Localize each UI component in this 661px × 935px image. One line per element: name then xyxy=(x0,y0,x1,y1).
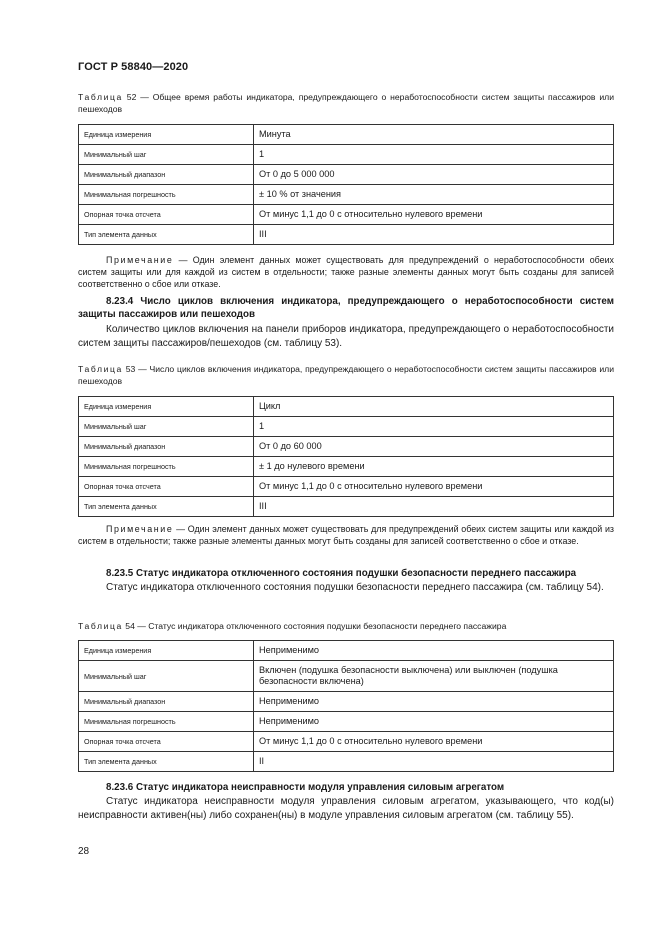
heading-text: 8.23.5 Статус индикатора отключенного состояния подушки безопасности переднего пассажира xyxy=(106,568,577,579)
row-label: Минимальный диапазон xyxy=(79,165,254,185)
table-caption-text: 52 — Общее время работы индикатора, предупреждающего о неработоспособности систем защиты пассажиров или пешеходов xyxy=(78,92,614,114)
section-8-23-5-text xyxy=(78,581,614,595)
row-label: Тип элемента данных xyxy=(79,225,254,245)
section-8-23-6-heading xyxy=(78,782,614,795)
heading-text: 8.23.6 Статус индикатора неисправности модуля управления силовым агрегатом xyxy=(106,782,505,793)
section-8-23-4-text xyxy=(78,323,614,350)
paragraph-text: Количество циклов включения на панели приборов индикатора, предупреждающего о неработоспособности систем защиты пассажиров/пешеходов (см. таблицу 53). xyxy=(78,324,614,349)
table-row xyxy=(79,477,614,497)
table-52-note xyxy=(78,254,614,291)
table-label: Таблица xyxy=(78,621,123,631)
table-row xyxy=(79,752,614,772)
table-52 xyxy=(78,124,614,245)
table-row xyxy=(79,205,614,225)
document-header: ГОСТ Р 58840—2020 xyxy=(78,61,189,73)
row-value: От 0 до 60 000 xyxy=(254,437,614,457)
table-label: Таблица xyxy=(78,364,123,374)
table-row xyxy=(79,641,614,661)
note-text: — Один элемент данных может существовать для предупреждений о неработоспособности обеих систем защиты или для каждой из систем в отдельности; также разные элементы данных могут быть созданы для записей соответственно о сбое или отказе. xyxy=(78,255,614,290)
table-row xyxy=(79,437,614,457)
section-8-23-6-text xyxy=(78,795,614,822)
row-value: III xyxy=(254,497,614,517)
row-value: От 0 до 5 000 000 xyxy=(254,165,614,185)
row-label: Опорная точка отсчета xyxy=(79,205,254,225)
row-label: Минимальная погрешность xyxy=(79,185,254,205)
table-row xyxy=(79,457,614,477)
row-value: ± 10 % от значения xyxy=(254,185,614,205)
row-value: От минус 1,1 до 0 с относительно нулевого времени xyxy=(254,477,614,497)
row-value: Цикл xyxy=(254,397,614,417)
row-value: 1 xyxy=(254,417,614,437)
table-54-caption xyxy=(78,621,614,633)
row-label: Единица измерения xyxy=(79,125,254,145)
row-value: II xyxy=(254,752,614,772)
table-row xyxy=(79,712,614,732)
row-label: Минимальный шаг xyxy=(79,145,254,165)
heading-text: 8.23.4 Число циклов включения индикатора, предупреждающего о неработоспособности систем защиты пассажиров или пешеходов xyxy=(78,296,614,320)
section-8-23-5-heading xyxy=(78,568,614,581)
row-value: От минус 1,1 до 0 с относительно нулевого времени xyxy=(254,205,614,225)
table-row xyxy=(79,225,614,245)
row-label: Минимальный диапазон xyxy=(79,692,254,712)
table-row xyxy=(79,661,614,692)
row-value: ± 1 до нулевого времени xyxy=(254,457,614,477)
row-value: III xyxy=(254,225,614,245)
section-8-23-4-heading xyxy=(78,296,614,322)
note-label: Примечание xyxy=(106,524,174,534)
row-label: Тип элемента данных xyxy=(79,752,254,772)
table-53-note xyxy=(78,523,614,547)
table-53 xyxy=(78,396,614,517)
table-52-caption xyxy=(78,92,614,115)
table-row xyxy=(79,125,614,145)
row-label: Минимальный диапазон xyxy=(79,437,254,457)
row-label: Тип элемента данных xyxy=(79,497,254,517)
table-row xyxy=(79,145,614,165)
row-value: Неприменимо xyxy=(254,692,614,712)
note-text: — Один элемент данных может существовать для предупреждений обеих систем защиты или каждой из систем в отдельности; также разные элементы данных могут быть созданы для записей соответственно о сбое и отказе. xyxy=(78,524,614,547)
row-label: Минимальный шаг xyxy=(79,417,254,437)
table-caption-text: 54 — Статус индикатора отключенного состояния подушки безопасности переднего пассажира xyxy=(122,621,507,631)
row-label: Минимальная погрешность xyxy=(79,457,254,477)
table-row xyxy=(79,417,614,437)
row-label: Минимальный шаг xyxy=(79,661,254,692)
row-label: Минимальная погрешность xyxy=(79,712,254,732)
table-53-caption xyxy=(78,364,614,387)
table-row xyxy=(79,165,614,185)
table-row xyxy=(79,732,614,752)
row-value: Неприменимо xyxy=(254,641,614,661)
table-row xyxy=(79,497,614,517)
row-value: Минута xyxy=(254,125,614,145)
table-caption-text: 53 — Число циклов включения индикатора, предупреждающего о неработоспособности систем защиты пассажиров или пешеходов xyxy=(78,364,614,386)
table-row xyxy=(79,397,614,417)
paragraph-text: Статус индикатора неисправности модуля управления силовым агрегатом, указывающего, что код(ы) неисправности активен(ны) либо сохранен(ны) в модуле управления силовым агрегатом (см. таблицу 55). xyxy=(78,796,614,821)
row-value: 1 xyxy=(254,145,614,165)
row-label: Единица измерения xyxy=(79,641,254,661)
row-value: Неприменимо xyxy=(254,712,614,732)
table-label: Таблица xyxy=(78,92,123,102)
page-number: 28 xyxy=(78,846,90,857)
row-value: Включен (подушка безопасности выключена) или выключен (подушка безопасности включена) xyxy=(254,661,614,692)
table-row xyxy=(79,692,614,712)
row-label: Опорная точка отсчета xyxy=(79,477,254,497)
row-label: Опорная точка отсчета xyxy=(79,732,254,752)
row-value: От минус 1,1 до 0 с относительно нулевого времени xyxy=(254,732,614,752)
row-label: Единица измерения xyxy=(79,397,254,417)
paragraph-text: Статус индикатора отключенного состояния подушки безопасности переднего пассажира (см. таблицу 54). xyxy=(106,582,604,593)
note-label: Примечание xyxy=(106,255,174,265)
table-row xyxy=(79,185,614,205)
table-54 xyxy=(78,640,614,772)
